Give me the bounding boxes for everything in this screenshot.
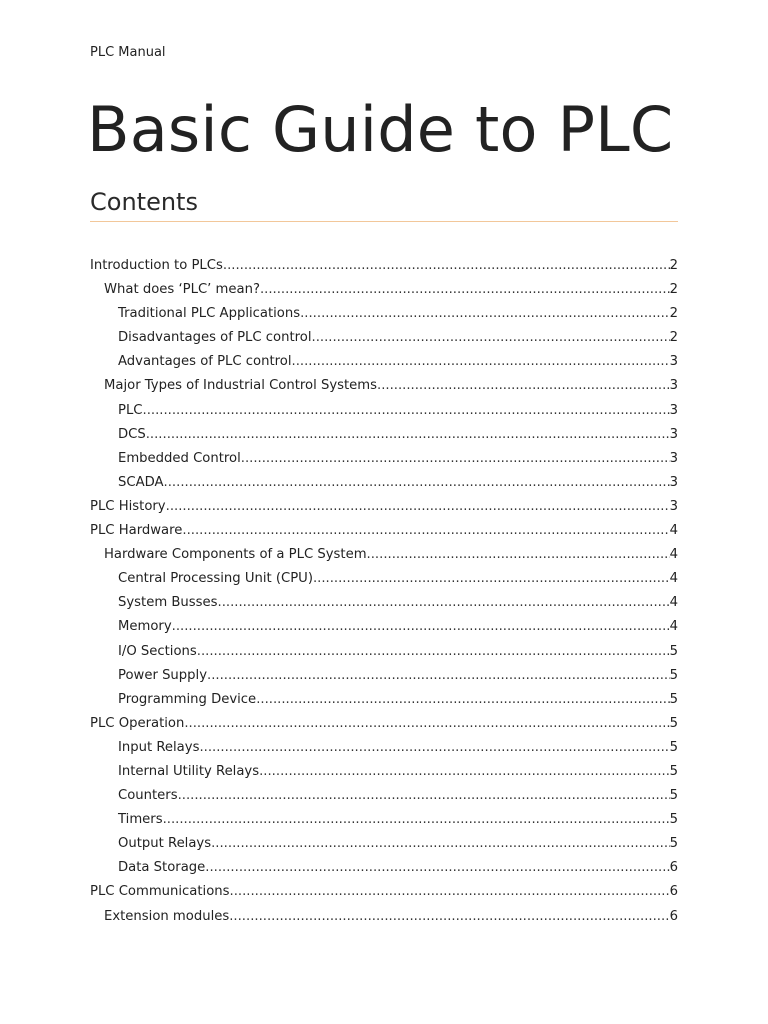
toc-entry[interactable] (90, 302, 678, 326)
toc-dot-leader (218, 591, 670, 615)
toc-entry-page-number: 4 (669, 571, 678, 587)
toc-entry-page-number: 5 (669, 667, 678, 683)
toc-entry-page-number: 5 (669, 836, 678, 852)
toc-entry-title: Internal Utility Relays (118, 763, 260, 779)
toc-entry-title: Input Relays (118, 739, 200, 755)
toc-entry-page-number: 4 (669, 595, 678, 611)
toc-dot-leader (205, 856, 669, 880)
toc-entry[interactable] (90, 254, 678, 278)
toc-dot-leader (178, 784, 670, 808)
toc-entry[interactable] (90, 326, 678, 350)
toc-entry-title: Timers (118, 812, 163, 828)
toc-entry-page-number: 5 (669, 788, 678, 804)
toc-dot-leader (313, 567, 670, 591)
toc-dot-leader (166, 495, 670, 519)
toc-entry[interactable] (90, 736, 678, 760)
toc-entry[interactable] (90, 688, 678, 712)
toc-entry-page-number: 5 (669, 763, 678, 779)
toc-entry-page-number: 5 (669, 643, 678, 659)
toc-entry-title: PLC (118, 402, 143, 418)
toc-entry[interactable] (90, 615, 678, 639)
toc-entry-page-number: 3 (669, 378, 678, 394)
toc-dot-leader (367, 543, 670, 567)
toc-entry[interactable] (90, 278, 678, 302)
toc-dot-leader (184, 712, 669, 736)
toc-entry-page-number: 6 (669, 860, 678, 876)
toc-entry[interactable] (90, 784, 678, 808)
toc-dot-leader (259, 760, 670, 784)
toc-entry-page-number: 2 (669, 282, 678, 298)
toc-entry[interactable] (90, 567, 678, 591)
document-page (87, 0, 678, 1024)
toc-entry-title: Memory (118, 619, 172, 635)
toc-dot-leader (241, 447, 670, 471)
toc-dot-leader (229, 905, 669, 929)
toc-entry[interactable] (90, 423, 678, 447)
toc-entry-title: Power Supply (118, 667, 208, 683)
toc-entry-title: System Busses (118, 595, 218, 611)
toc-entry-title: I/O Sections (118, 643, 197, 659)
toc-entry-title: PLC History (90, 498, 166, 514)
contents-heading: Contents (90, 188, 198, 216)
toc-dot-leader (312, 326, 670, 350)
toc-entry-title: Counters (118, 788, 178, 804)
toc-entry[interactable] (90, 543, 678, 567)
toc-entry-title: PLC Hardware (90, 523, 183, 539)
toc-dot-leader (292, 350, 670, 374)
toc-entry-page-number: 3 (669, 426, 678, 442)
toc-entry[interactable] (90, 880, 678, 904)
toc-entry-title: What does ‘PLC’ mean? (104, 282, 260, 298)
toc-entry-title: Output Relays (118, 836, 212, 852)
toc-entry[interactable] (90, 495, 678, 519)
toc-entry-page-number: 2 (669, 258, 678, 273)
toc-entry-title: Central Processing Unit (CPU) (118, 571, 313, 587)
toc-dot-leader (172, 615, 670, 639)
toc-entry[interactable] (90, 591, 678, 615)
toc-entry-page-number: 4 (669, 619, 678, 635)
toc-entry[interactable] (90, 905, 678, 929)
toc-entry-title: Disadvantages of PLC control (118, 330, 312, 346)
toc-entry-page-number: 5 (669, 739, 678, 755)
toc-entry-title: Major Types of Industrial Control Systems (104, 378, 378, 394)
toc-entry-title: Hardware Components of a PLC System (104, 547, 367, 563)
toc-entry-page-number: 6 (669, 884, 678, 900)
toc-dot-leader (211, 832, 670, 856)
toc-entry[interactable] (90, 856, 678, 880)
toc-entry-title: Data Storage (118, 860, 206, 876)
toc-entry-page-number: 3 (669, 498, 678, 514)
toc-dot-leader (143, 399, 670, 423)
toc-entry-title: SCADA (118, 474, 164, 490)
toc-dot-leader (207, 664, 670, 688)
table-of-contents (90, 254, 678, 929)
toc-entry[interactable] (90, 519, 678, 543)
toc-entry[interactable] (90, 640, 678, 664)
toc-entry[interactable] (90, 712, 678, 736)
toc-entry[interactable] (90, 808, 678, 832)
toc-entry-page-number: 2 (669, 306, 678, 322)
toc-dot-leader (377, 374, 670, 398)
toc-entry-page-number: 2 (669, 330, 678, 346)
toc-entry-title: Embedded Control (118, 450, 241, 466)
toc-entry[interactable] (90, 447, 678, 471)
toc-entry-title: PLC Communications (90, 884, 230, 900)
toc-entry-title: Extension modules (104, 908, 230, 924)
toc-entry-page-number: 4 (669, 523, 678, 539)
toc-entry[interactable] (90, 350, 678, 374)
toc-dot-leader (260, 278, 670, 302)
toc-dot-leader (199, 736, 669, 760)
toc-entry-page-number: 6 (669, 908, 678, 924)
toc-dot-leader (163, 808, 670, 832)
toc-dot-leader (256, 688, 669, 712)
toc-entry-page-number: 5 (669, 691, 678, 707)
toc-entry[interactable] (90, 832, 678, 856)
running-header: PLC Manual (90, 45, 166, 60)
toc-entry-page-number: 5 (669, 812, 678, 828)
toc-entry-page-number: 4 (669, 547, 678, 563)
toc-entry[interactable] (90, 664, 678, 688)
toc-dot-leader (230, 880, 670, 904)
toc-dot-leader (300, 302, 670, 326)
toc-entry[interactable] (90, 760, 678, 784)
toc-entry-title: Programming Device (118, 691, 257, 707)
toc-entry-page-number: 3 (669, 402, 678, 418)
toc-dot-leader (223, 254, 670, 278)
toc-entry[interactable] (90, 399, 678, 423)
toc-entry-title: PLC Operation (90, 715, 185, 731)
document-title: Basic Guide to PLC (87, 93, 674, 166)
toc-entry[interactable] (90, 471, 678, 495)
toc-entry-title: DCS (118, 426, 146, 442)
toc-entry-page-number: 3 (669, 354, 678, 370)
toc-dot-leader (182, 519, 669, 543)
toc-entry-title: Traditional PLC Applications (118, 306, 301, 322)
toc-dot-leader (146, 423, 670, 447)
toc-entry-title: Advantages of PLC control (118, 354, 292, 370)
toc-entry-page-number: 5 (669, 715, 678, 731)
toc-dot-leader (164, 471, 670, 495)
heading-divider (90, 221, 678, 222)
toc-entry-page-number: 3 (669, 474, 678, 490)
toc-entry-title: Introduction to PLCs (90, 258, 223, 273)
toc-entry[interactable] (90, 374, 678, 398)
toc-dot-leader (197, 640, 670, 664)
toc-entry-page-number: 3 (669, 450, 678, 466)
